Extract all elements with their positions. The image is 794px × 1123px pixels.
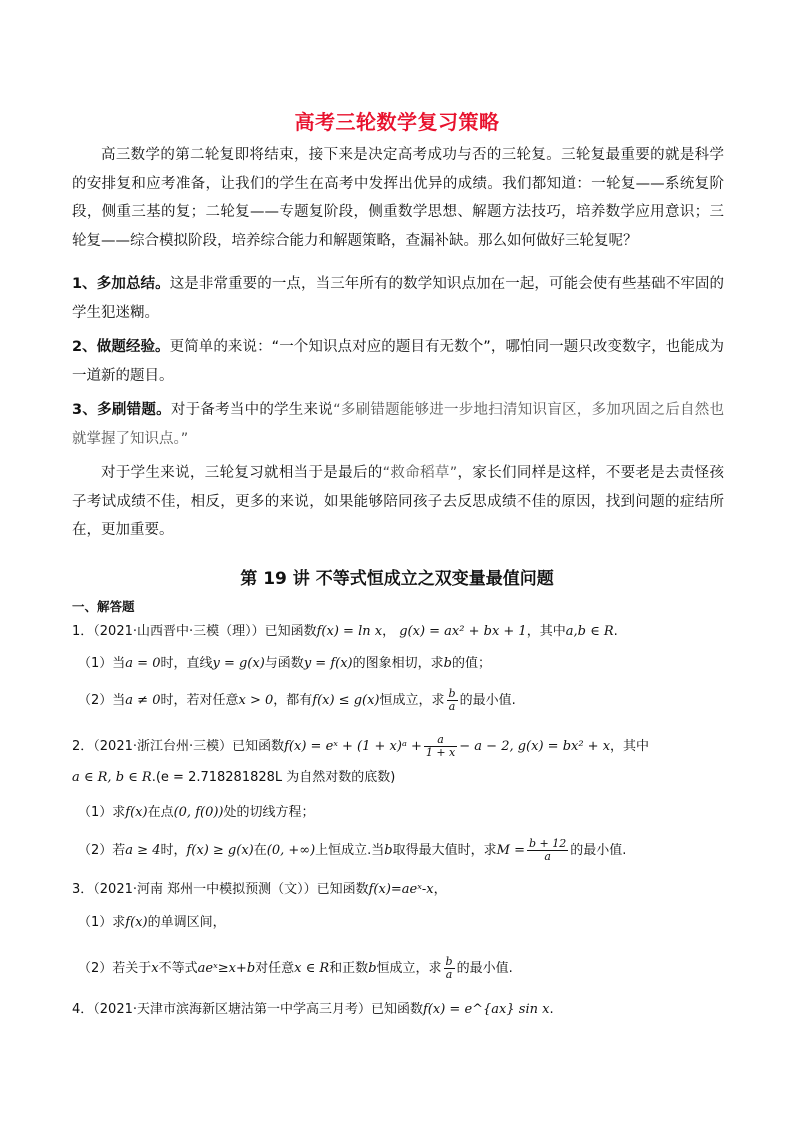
q2-line2-note: .(e = 2.718281828L 为自然对数的底数) (151, 770, 396, 785)
q1-p1-line: y = g(x) (212, 656, 265, 671)
q1-p2-frac-num: b (448, 687, 456, 700)
q2-line-2 (72, 768, 732, 788)
question-3 (72, 880, 732, 900)
q2-f-pre: f(x) = eˣ + (1 + x)ᵃ + (284, 739, 422, 754)
q4-f-def: f(x) = e^{ax} sin x (423, 1002, 550, 1017)
q3-p1-f: f(x) (125, 915, 148, 930)
tip-2 (72, 333, 724, 390)
q3-p2-mid: 不等式 (158, 961, 198, 976)
question-2 (72, 734, 732, 759)
q3-p1-end: 的单调区间， (147, 915, 226, 930)
q2-p1-pt: (0, f(0)) (173, 805, 224, 820)
q2-p2-a: a ≥ 4 (125, 843, 161, 858)
q4-tail: . (549, 1002, 554, 1017)
q3-p2-frac-den: a (445, 968, 453, 981)
q1-p2-fraction (447, 688, 458, 713)
q2-part-1 (78, 803, 738, 823)
tip-3 (72, 396, 724, 453)
q2-f-fraction (424, 734, 457, 759)
question-1: 1．（2021·山西晋中·三模（理））已知函数f(x) = ln x， g(x) = ax² + bx + 1，其中a,b ∈ R. (72, 624, 618, 639)
tip-1-body: 这是非常重要的一点，当三年所有的数学知识点加在一起，可能会使有些基础不牢固的学生犯迷糊。 (72, 276, 725, 321)
closing-quote: “救命稻草” (382, 465, 458, 481)
tip-3-head: 3、多刷错题。 (72, 402, 171, 418)
q2-p2-M: M = (496, 843, 525, 858)
q1-p2-x: x > 0 (238, 693, 274, 708)
q3-p2-b: b (368, 961, 377, 976)
q1-p2-mid: 时，若对任意 (160, 693, 239, 708)
closing-paragraph (72, 459, 724, 545)
tip-1 (72, 270, 724, 327)
q1-p2-a: a ≠ 0 (125, 693, 161, 708)
q2-p1-pre: （1）求 (78, 805, 126, 820)
q3-p2-end: 的最小值. (456, 961, 513, 976)
q2-p2-ineq: f(x) ≥ g(x) (186, 843, 254, 858)
q2-line2-math: a ∈ R, b ∈ R (72, 770, 152, 785)
q1-part-2 (78, 688, 738, 713)
intro-paragraph: 高三数学的第二轮复即将结束，接下来是决定高考成功与否的三轮复。三轮复最重要的就是科学的安排复和应考准备，让我们的学生在高考中发挥出优异的成绩。我们都知道：一轮复——系统复阶段，侧重三基的复；二轮复——专题复阶段，侧重数学思想、解题方法技巧，培养数学应用意识；三轮复——综合模拟阶段，培养综合能力和解题策略，查漏补缺。那么如何做好三轮复呢？ (72, 147, 724, 249)
q2-p2-fraction (527, 838, 568, 863)
q2-tail: ，其中 (610, 739, 650, 754)
q1-tail: ，其中 (526, 624, 566, 639)
q1-p1-post: 的图象相切，求 (352, 656, 444, 671)
closing-post: ，家长们同样是这样，不要老是去责怪孩子考试成绩不佳，相反，更多的来说，如果能够陪同孩子去反思成绩不佳的原因，找到问题的症结所在，更加重要。 (72, 465, 725, 538)
lecture-title: 第 19 讲 不等式恒成立之双变量最值问题 (240, 569, 554, 589)
q2-p2-mid: 时， (160, 843, 187, 858)
q1-p2-ineq: f(x) ≤ g(x) (312, 693, 380, 708)
q2-part-2 (78, 838, 738, 863)
q1-p2-pre: （2）当 (78, 693, 126, 708)
q2-f-post: − a − 2, g(x) = bx² + x (459, 739, 611, 754)
q3-p2-ineq: aeˣ≥x+b (197, 961, 256, 976)
q1-p1-pre: （1）当 (78, 656, 126, 671)
q1-p2-mid2: ，都有 (273, 693, 313, 708)
tip-3-body: 对于备考当中的学生来说 (170, 402, 334, 418)
q3-f-def: f(x)=aeˣ-x (368, 882, 434, 897)
q3-tail: ， (433, 882, 447, 897)
tip-1-head: 1、多加总结。 (72, 276, 170, 292)
section-title: 一、解答题 (72, 599, 135, 614)
q2-f-frac-num: a (424, 734, 457, 747)
q2-p2-b: b (384, 843, 393, 858)
q1-p2-frac-den: a (448, 700, 456, 713)
q3-p2-mid4: 恒成立，求 (376, 961, 442, 976)
q2-p2-end: 的最小值. (570, 843, 627, 858)
q4-head: 4．（2021·天津市滨海新区塘沽第一中学高三月考）已知函数 (72, 1002, 423, 1017)
q1-p2-mid3: 恒成立，求 (379, 693, 445, 708)
q1-p1-a0: a = 0 (125, 656, 161, 671)
q1-p1-b: b (443, 656, 452, 671)
q3-head: 3．（2021·河南 郑州一中模拟预测（文））已知函数 (72, 882, 369, 897)
q1-p1-end: 的值； (451, 656, 491, 671)
q2-p1-mid: 在点 (147, 805, 174, 820)
q2-p2-pre: （2）若 (78, 843, 126, 858)
q1-part-1 (78, 654, 738, 674)
q1-f-def: f(x) = ln x (316, 624, 383, 639)
q2-p2-int: (0, +∞) (266, 843, 316, 858)
q2-p2-frac-den: a (544, 850, 551, 863)
q3-p2-pre: （2）若关于 (78, 961, 152, 976)
page-title: 高考三轮数学复习策略 (294, 110, 500, 134)
q2-p1-f: f(x) (125, 805, 148, 820)
q1-head: 1．（2021·山西晋中·三模（理））已知函数 (72, 624, 317, 639)
tip-2-head: 2、做题经验。 (72, 339, 170, 355)
q3-p2-x: x (151, 961, 159, 976)
q2-head: 2．（2021·浙江台州·三模）已知函数 (72, 739, 285, 754)
q2-p1-end: 处的切线方程； (223, 805, 315, 820)
q1-tail-math: a,b ∈ R (565, 624, 614, 639)
q2-f-frac-den: 1 + x (425, 746, 456, 759)
q2-p2-mid2: 在 (253, 843, 267, 858)
q2-p2-mid3: 上恒成立.当 (315, 843, 385, 858)
q1-p2-end: 的最小值. (459, 693, 516, 708)
q1-p1-mid: 时，直线 (160, 656, 213, 671)
q1-g-def: g(x) = ax² + bx + 1 (399, 624, 527, 639)
question-4 (72, 1000, 732, 1020)
q3-p2-mid2: 对任意 (255, 961, 295, 976)
q2-p2-frac-num: b + 12 (528, 837, 567, 850)
q3-p2-xr: x ∈ R (294, 961, 330, 976)
q3-p2-frac-num: b (445, 955, 453, 968)
q3-p2-mid3: 和正数 (329, 961, 369, 976)
q1-p1-curve: y = f(x) (303, 656, 353, 671)
q3-part-1 (78, 913, 738, 933)
q3-part-2 (78, 956, 738, 981)
q1-p1-mid2: 与函数 (264, 656, 304, 671)
q2-p2-mid4: 取得最大值时，求 (392, 843, 497, 858)
q3-p1-pre: （1）求 (78, 915, 126, 930)
tip-2-body: 更简单的来说：“一个知识点对应的题目有无数个”，哪怕同一题只改变数字，也能成为一道新的题目。 (72, 339, 724, 384)
closing-pre: 对于学生来说，三轮复习就相当于是最后的 (101, 465, 383, 481)
q3-p2-fraction (444, 956, 455, 981)
tip-3-quote: “多刷错题能够进一步地扫清知识盲区，多加巩固之后自然也就掌握了知识点。” (72, 402, 725, 447)
